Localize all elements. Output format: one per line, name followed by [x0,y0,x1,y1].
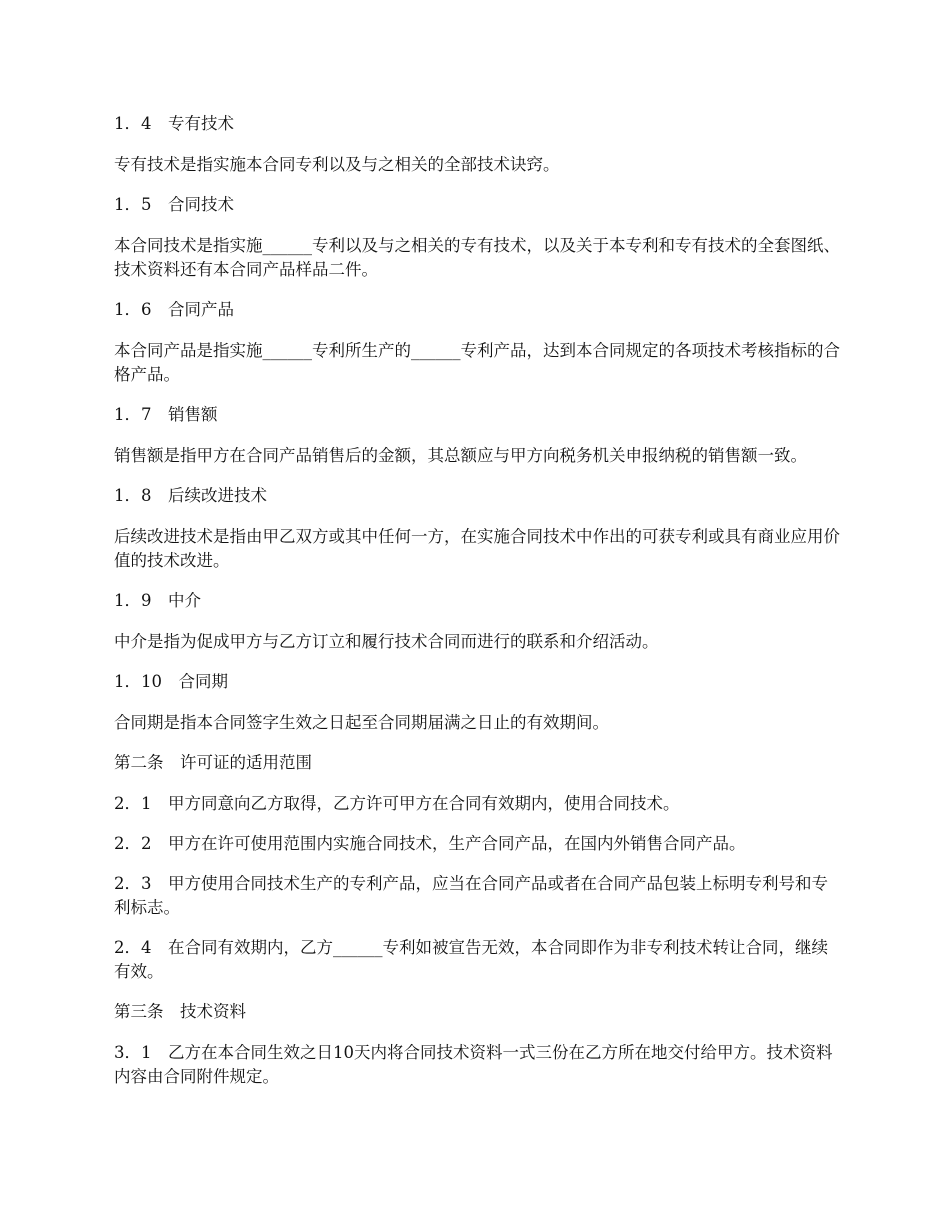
article-heading: 第三条 技术资料 [114,1002,246,1021]
body-paragraph: 中介是指为促成甲方与乙方订立和履行技术合同而进行的联系和介绍活动。 [114,632,659,651]
clause-paragraph: 2．3 甲方使用合同技术生产的专利产品，应当在合同产品或者在合同产品包装上标明专利号和专利标志。 [114,874,828,917]
section-heading: 1．7 销售额 [114,405,218,424]
section-heading: 1．10 合同期 [114,672,228,691]
clause-paragraph: 2．2 甲方在许可使用范围内实施合同技术，生产合同产品，在国内外销售合同产品。 [114,834,746,853]
section-heading: 1．8 后续改进技术 [114,486,267,505]
article-heading: 第二条 许可证的适用范围 [114,753,312,772]
section-heading: 1．6 合同产品 [114,300,234,319]
clause-paragraph: 3．1 乙方在本合同生效之日10天内将合同技术资料一式三份在乙方所在地交付给甲方。技术资料内容由合同附件规定。 [114,1043,833,1086]
body-paragraph: 销售额是指甲方在合同产品销售后的金额，其总额应与甲方向税务机关申报纳税的销售额一致。 [114,446,807,465]
section-heading: 1．4 专有技术 [114,114,234,133]
body-paragraph: 后续改进技术是指由甲乙双方或其中任何一方，在实施合同技术中作出的可获专利或具有商业应用价值的技术改进。 [114,527,840,570]
body-paragraph: 专有技术是指实施本合同专利以及与之相关的全部技术诀窍。 [114,155,560,174]
section-heading: 1．5 合同技术 [114,195,234,214]
body-paragraph: 本合同产品是指实施______专利所生产的______专利产品，达到本合同规定的各项技术考核指标的合格产品。 [114,341,840,384]
document-body [114,112,840,1105]
body-paragraph: 合同期是指本合同签字生效之日起至合同期届满之日止的有效期间。 [114,713,609,732]
body-paragraph: 本合同技术是指实施______专利以及与之相关的专有技术，以及关于本专利和专有技术的全套图纸、技术资料还有本合同产品样品二件。 [114,236,840,279]
section-heading: 1．9 中介 [114,591,201,610]
clause-paragraph: 2．1 甲方同意向乙方取得，乙方许可甲方在合同有效期内，使用合同技术。 [114,794,680,813]
clause-paragraph: 2．4 在合同有效期内，乙方______专利如被宣告无效，本合同即作为非专利技术转让合同，继续有效。 [114,938,828,981]
